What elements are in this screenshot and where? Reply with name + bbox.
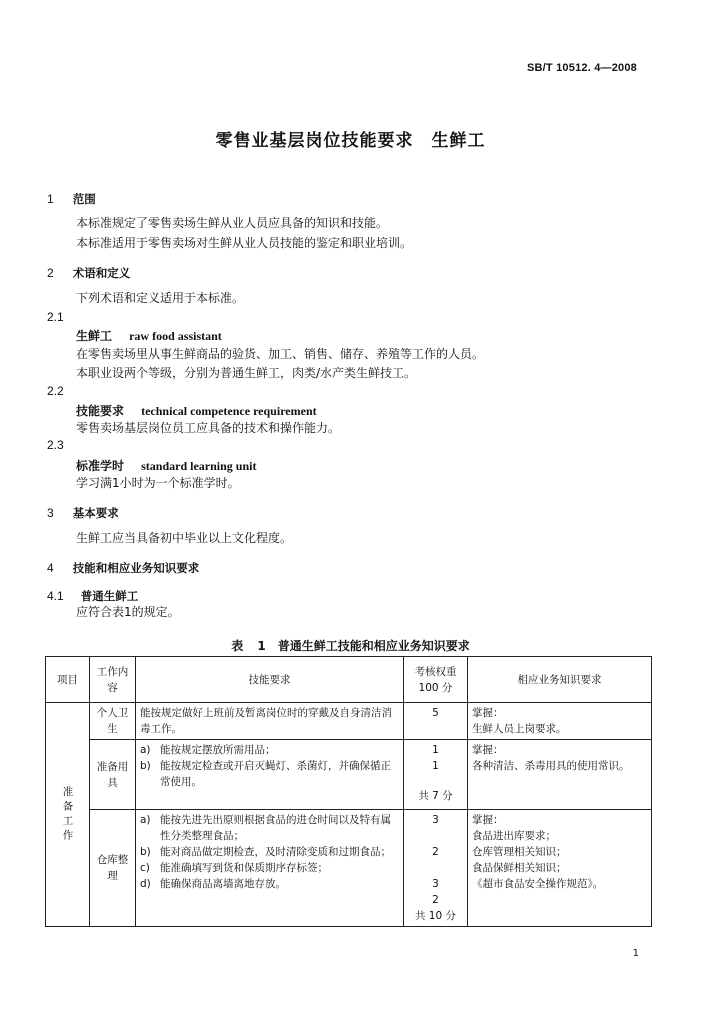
section-4-1-heading (47, 585, 138, 604)
term-zh: 生鲜工 (76, 329, 113, 343)
header-content: 工作内容 (90, 657, 136, 703)
page-number: 1 (632, 948, 639, 959)
definition-2-2: 零售卖场基层岗位员工应具备的技术和操作能力。 (76, 421, 341, 435)
skill-label: b) (140, 760, 151, 772)
knowledge-line: 掌握： (472, 707, 504, 719)
section-1-paragraph-1: 本标准规定了零售卖场生鲜从业人员应具备的知识和技能。 (76, 216, 389, 230)
skill-text: 能对商品做定期检查，及时清除变质和过期食品； (160, 846, 391, 858)
knowledge-line: 食品保鲜相关知识； (472, 862, 567, 874)
section-title: 技能和相应业务知识要求 (72, 561, 200, 575)
knowledge-cell (468, 703, 652, 740)
skill-item (140, 844, 399, 860)
section-2-paragraph: 下列术语和定义适用于本标准。 (76, 291, 245, 305)
table-row (46, 810, 652, 927)
weight-total: 共 7 分 (418, 790, 453, 802)
knowledge-line: 食品进出库要求； (472, 830, 556, 842)
weight-cell (404, 740, 468, 810)
section-4-heading (47, 557, 199, 576)
skill-label: d) (140, 878, 151, 890)
section-number: 2 (47, 266, 54, 280)
knowledge-line: 掌握： (472, 814, 504, 826)
standard-number: SB/T 10512. 4—2008 (527, 62, 638, 74)
definition-2-3: 学习满1小时为一个标准学时。 (76, 476, 240, 490)
skill-item (140, 758, 399, 790)
weight-value: 3 (432, 814, 439, 826)
definition-2-1-line-1: 在零售卖场里从事生鲜商品的验货、加工、销售、储存、养殖等工作的人员。 (76, 347, 485, 361)
section-2-heading (47, 262, 130, 281)
content-cell: 准备用具 (90, 740, 136, 810)
knowledge-line: 掌握： (472, 744, 504, 756)
weight-cell: 5 (404, 703, 468, 740)
knowledge-line: 各种清洁、杀毒用具的使用常识。 (472, 760, 630, 772)
weight-value: 2 (432, 846, 439, 858)
knowledge-line: 《超市食品安全操作规范》。 (472, 878, 604, 890)
header-item: 项目 (46, 657, 90, 703)
section-number: 1 (47, 192, 54, 206)
skill-cell (136, 810, 404, 927)
knowledge-cell (468, 740, 652, 810)
section-3-paragraph: 生鲜工应当具备初中毕业以上文化程度。 (76, 531, 293, 545)
table-header-row (46, 657, 652, 703)
skill-label: c) (140, 862, 150, 874)
term-technical-competence (76, 400, 317, 419)
section-title: 术语和定义 (72, 266, 131, 280)
skill-text: 能按先进先出原则根据食品的进仓时间以及特有属性分类整理食品； (160, 814, 391, 842)
content-cell: 仓库整理 (90, 810, 136, 927)
header-weight (404, 657, 468, 703)
table-row (46, 740, 652, 810)
section-1-paragraph-2: 本标准适用于零售卖场对生鲜从业人员技能的鉴定和职业培训。 (76, 236, 413, 250)
section-4-1-paragraph: 应符合表1的规定。 (76, 605, 180, 619)
section-3-heading (47, 502, 119, 521)
term-en: technical competence requirement (141, 404, 317, 418)
skill-cell: 能按规定做好上班前及暂离岗位时的穿戴及自身清洁消毒工作。 (136, 703, 404, 740)
weight-value: 1 (432, 744, 439, 756)
header-weight-line-2: 100 分 (418, 681, 453, 694)
weight-value: 1 (432, 760, 439, 772)
section-number: 3 (47, 506, 54, 520)
section-2-3-number: 2.3 (47, 438, 64, 452)
skill-cell (136, 740, 404, 810)
knowledge-line: 仓库管理相关知识； (472, 846, 567, 858)
skill-label: b) (140, 846, 151, 858)
section-title: 范围 (72, 192, 96, 206)
skill-label: a) (140, 814, 151, 826)
table-1-caption: 表 1 普通生鲜工技能和相应业务知识要求 (231, 639, 470, 653)
term-standard-learning-unit (76, 455, 256, 474)
skill-text: 能准确填写到货和保质期序存标签； (160, 862, 328, 874)
term-zh: 标准学时 (76, 459, 125, 473)
term-zh: 技能要求 (76, 404, 125, 418)
section-2-2-number: 2.2 (47, 384, 64, 398)
term-en: standard learning unit (141, 459, 257, 473)
weight-total: 共 10 分 (414, 910, 457, 922)
skill-text: 能确保商品离墙离地存放。 (160, 878, 286, 890)
skill-text: 能按规定检查或开启灭蝇灯、杀菌灯，并确保循正常使用。 (160, 760, 391, 788)
knowledge-cell (468, 810, 652, 927)
section-number: 4 (47, 561, 54, 575)
definition-2-1-line-2: 本职业设两个等级，分别为普通生鲜工，肉类/水产类生鲜技工。 (76, 366, 417, 380)
section-1-heading (47, 188, 96, 207)
skill-item (140, 742, 399, 758)
skill-item (140, 812, 399, 844)
header-skill: 技能要求 (136, 657, 404, 703)
term-raw-food-assistant (76, 325, 222, 344)
section-2-1-number: 2.1 (47, 310, 64, 324)
skill-item (140, 860, 399, 876)
skills-table (45, 656, 652, 927)
table-row (46, 703, 652, 740)
term-en: raw food assistant (129, 329, 222, 343)
header-knowledge: 相应业务知识要求 (468, 657, 652, 703)
section-title: 普通生鲜工 (80, 589, 139, 603)
skill-label: a) (140, 744, 151, 756)
skill-item (140, 876, 399, 892)
weight-cell (404, 810, 468, 927)
document-title: 零售业基层岗位技能要求 生鲜工 (215, 131, 486, 151)
weight-value: 3 (432, 878, 439, 890)
knowledge-line: 生鲜人员上岗要求。 (472, 723, 567, 735)
section-title: 基本要求 (72, 506, 119, 520)
content-cell: 个人卫生 (90, 703, 136, 740)
header-weight-line-1: 考核权重 (414, 665, 457, 678)
section-number: 4.1 (47, 589, 64, 603)
skill-text: 能按规定摆放所需用品； (160, 744, 276, 756)
item-cell: 准备工作 (46, 703, 90, 927)
weight-value: 2 (432, 894, 439, 906)
